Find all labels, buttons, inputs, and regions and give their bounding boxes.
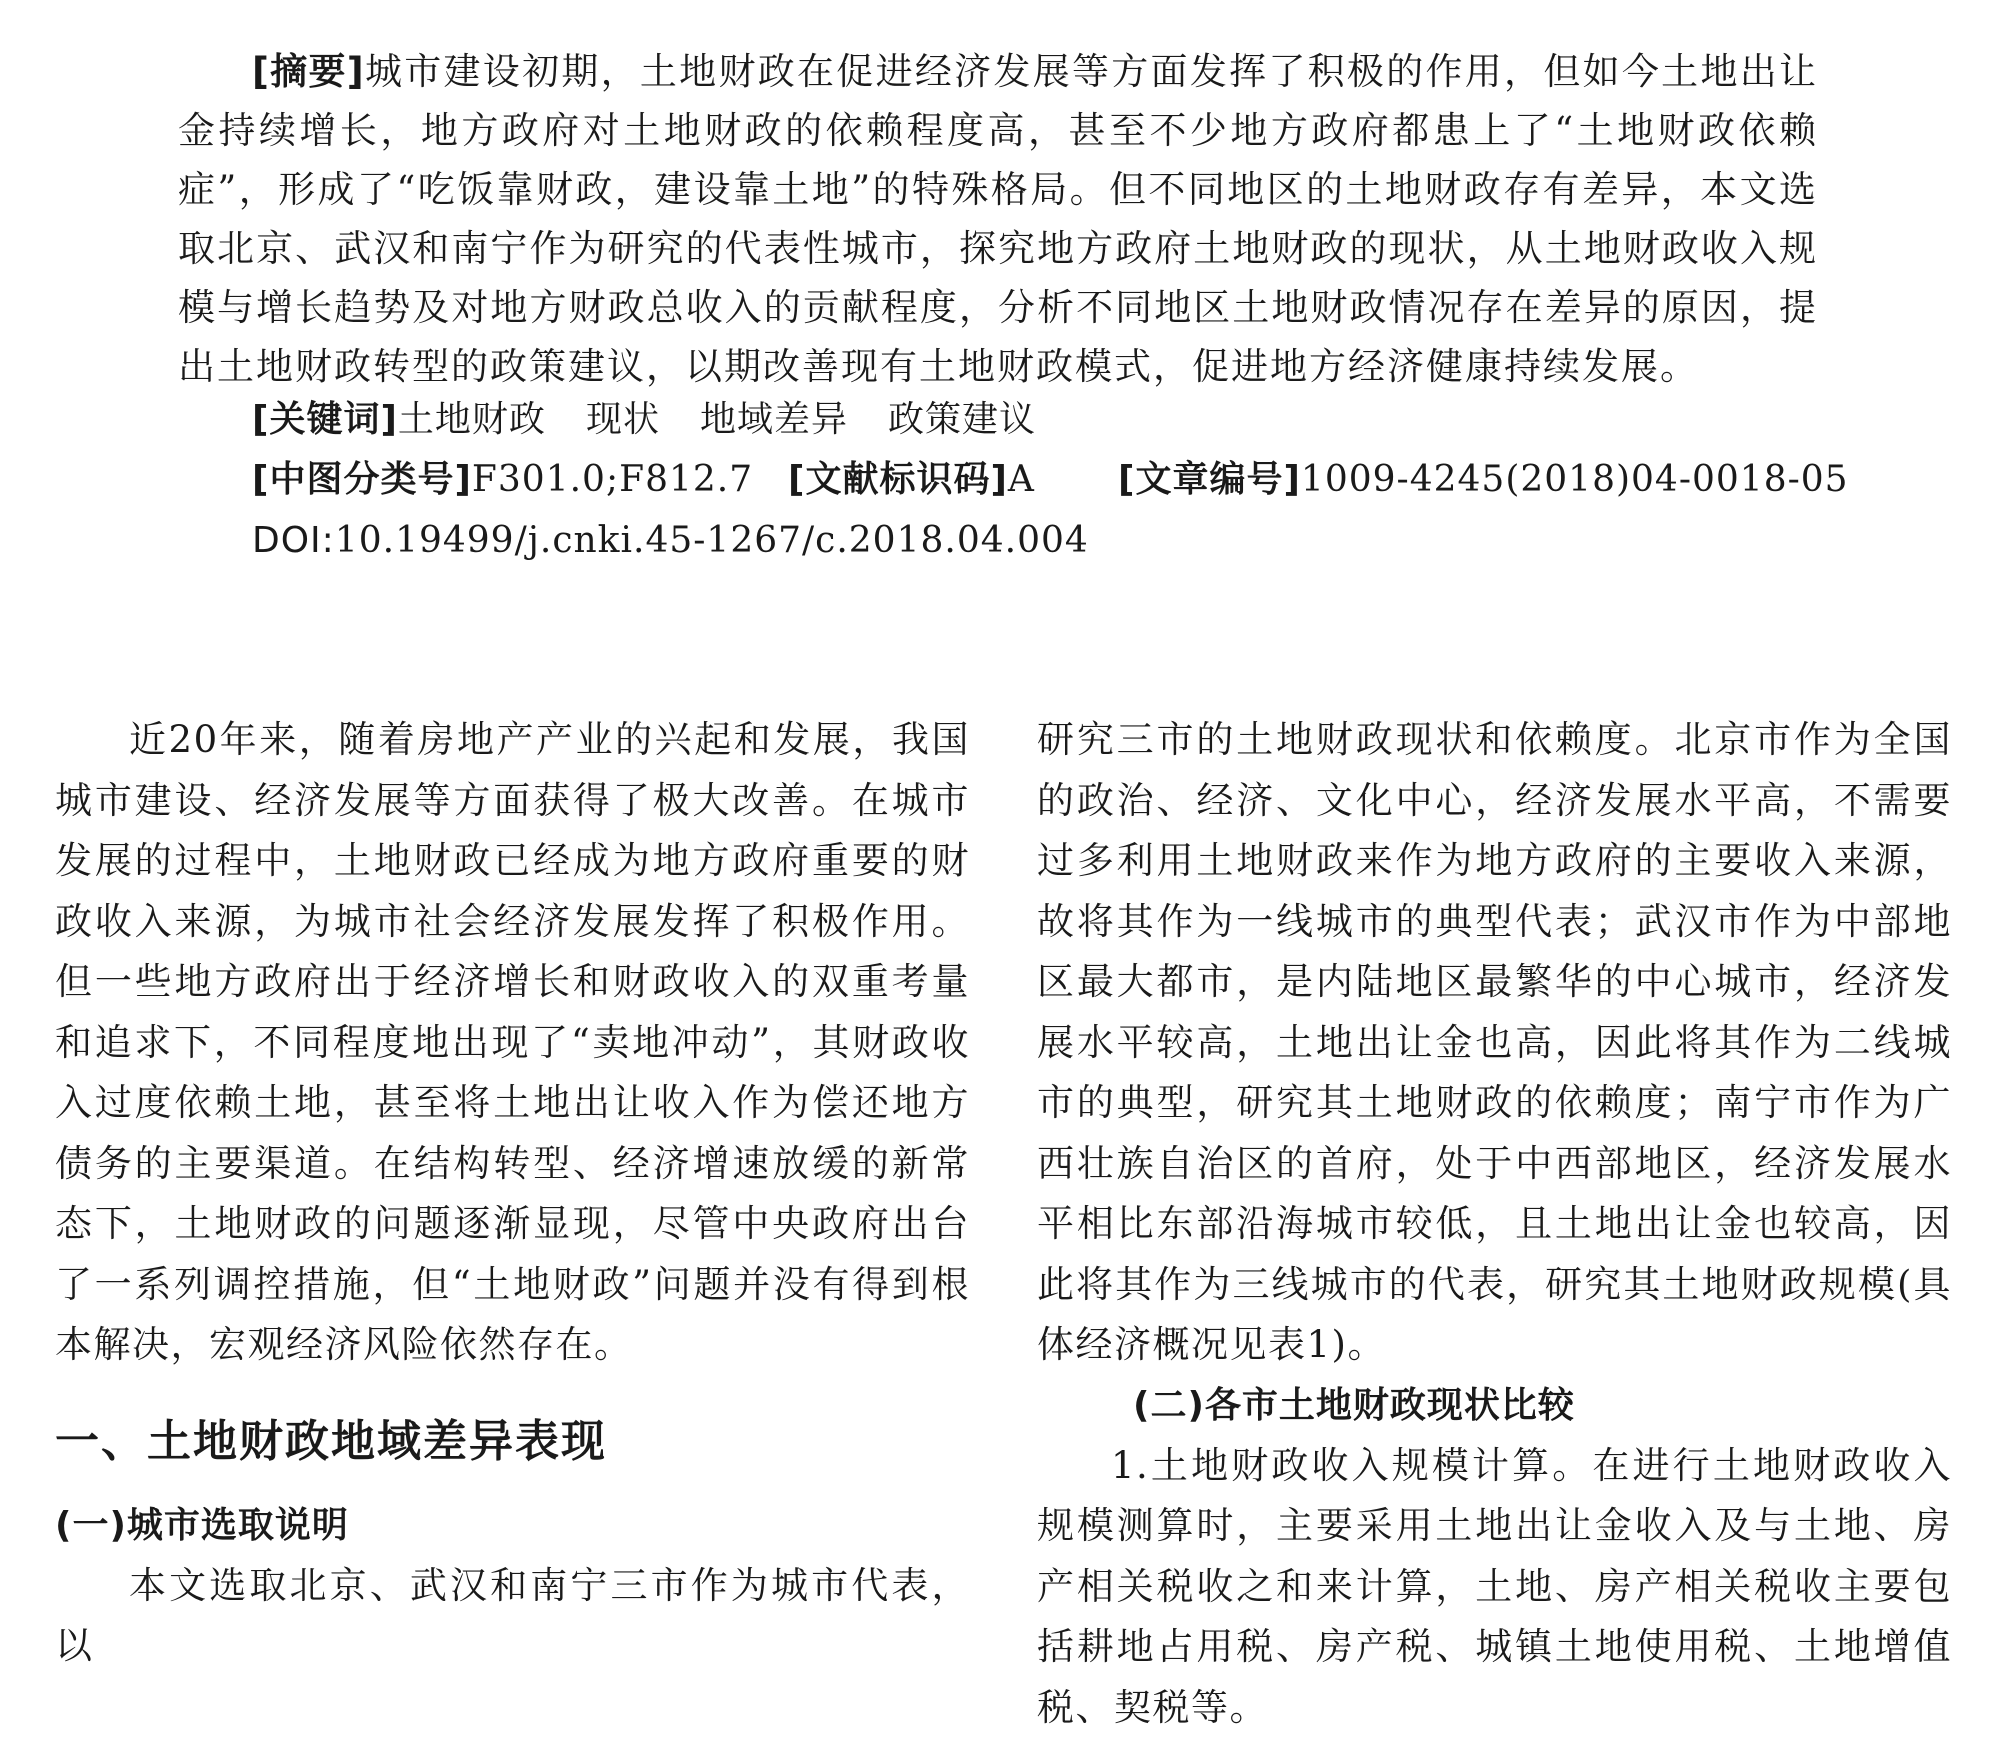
keywords-label: [关键词] — [252, 399, 398, 440]
keyword: 地域差异 — [700, 399, 848, 440]
article-no-line — [1118, 457, 1849, 503]
clc-label: [中图分类号] — [252, 459, 472, 500]
doi-label: DOI: — [252, 520, 335, 561]
left-column — [55, 710, 970, 1677]
doc-code-label: [文献标识码] — [788, 459, 1008, 500]
doi-line — [252, 518, 1089, 564]
abstract-block — [178, 42, 1818, 396]
article-no-value: 1009-4245(2018)04-0018-05 — [1301, 459, 1849, 500]
classification-line — [252, 457, 753, 503]
keyword: 现状 — [586, 399, 660, 440]
abstract-label: [摘要] — [252, 50, 365, 93]
subsection-text: 本文选取北京、武汉和南宁三市作为城市代表，以 — [55, 1556, 970, 1677]
doc-code-value: A — [1008, 459, 1035, 500]
article-no-label: [文章编号] — [1118, 459, 1301, 500]
clc-value: F301.0;F812.7 — [472, 459, 753, 500]
subsection-heading: (一)城市选取说明 — [55, 1496, 970, 1556]
continued-paragraph: 研究三市的土地财政现状和依赖度。北京市作为全国的政治、经济、文化中心，经济发展水平高，不需要过多利用土地财政来作为地方政府的主要收入来源，故将其作为一线城市的典型代表；武汉市作为中部地区最大都市，是内陆地区最繁华的中心城市，经济发展水平较高，土地出让金也高，因此将其作为二线城市的典型，研究其土地财政的依赖度；南宁市作为广西壮族自治区的首府，处于中西部地区，经济发展水平相比东部沿海城市较低，且土地出让金也较高，因此将其作为三线城市的代表，研究其土地财政规模(具体经济概况见表1)。 — [1037, 710, 1952, 1376]
item-paragraph: 1.土地财政收入规模计算。在进行土地财政收入规模测算时，主要采用土地出让金收入及与土地、房产相关税收之和来计算，土地、房产相关税收主要包括耕地占用税、房产税、城镇土地使用税、土地增值税、契税等。 — [1037, 1436, 1952, 1738]
abstract-text: 城市建设初期，土地财政在促进经济发展等方面发挥了积极的作用，但如今土地出让金持续增长，地方政府对土地财政的依赖程度高，甚至不少地方政府都患上了“土地财政依赖症”，形成了“吃饭靠财政，建设靠土地”的特殊格局。但不同地区的土地财政存有差异，本文选取北京、武汉和南宁作为研究的代表性城市，探究地方政府土地财政的现状，从土地财政收入规模与增长趋势及对地方财政总收入的贡献程度，分析不同地区土地财政情况存在差异的原因，提出土地财政转型的政策建议，以期改善现有土地财政模式，促进地方经济健康持续发展。 — [178, 50, 1818, 388]
doi-value: 10.19499/j.cnki.45-1267/c.2018.04.004 — [335, 520, 1089, 561]
abstract-paragraph — [178, 42, 1818, 396]
keyword: 土地财政 — [398, 399, 546, 440]
keyword: 政策建议 — [888, 399, 1036, 440]
subsection-heading: (二)各市土地财政现状比较 — [1037, 1376, 1952, 1436]
section-heading: 一、土地财政地域差异表现 — [55, 1412, 970, 1472]
intro-paragraph: 近20年来，随着房地产产业的兴起和发展，我国城市建设、经济发展等方面获得了极大改善。在城市发展的过程中，土地财政已经成为地方政府重要的财政收入来源，为城市社会经济发展发挥了积极作用。但一些地方政府出于经济增长和财政收入的双重考量和追求下，不同程度地出现了“卖地冲动”，其财政收入过度依赖土地，甚至将土地出让收入作为偿还地方债务的主要渠道。在结构转型、经济增速放缓的新常态下，土地财政的问题逐渐显现，尽管中央政府出台了一系列调控措施，但“土地财政”问题并没有得到根本解决，宏观经济风险依然存在。 — [55, 710, 970, 1376]
doc-code-line — [788, 457, 1035, 503]
right-column — [1037, 710, 1952, 1738]
keywords-line — [252, 397, 1076, 443]
